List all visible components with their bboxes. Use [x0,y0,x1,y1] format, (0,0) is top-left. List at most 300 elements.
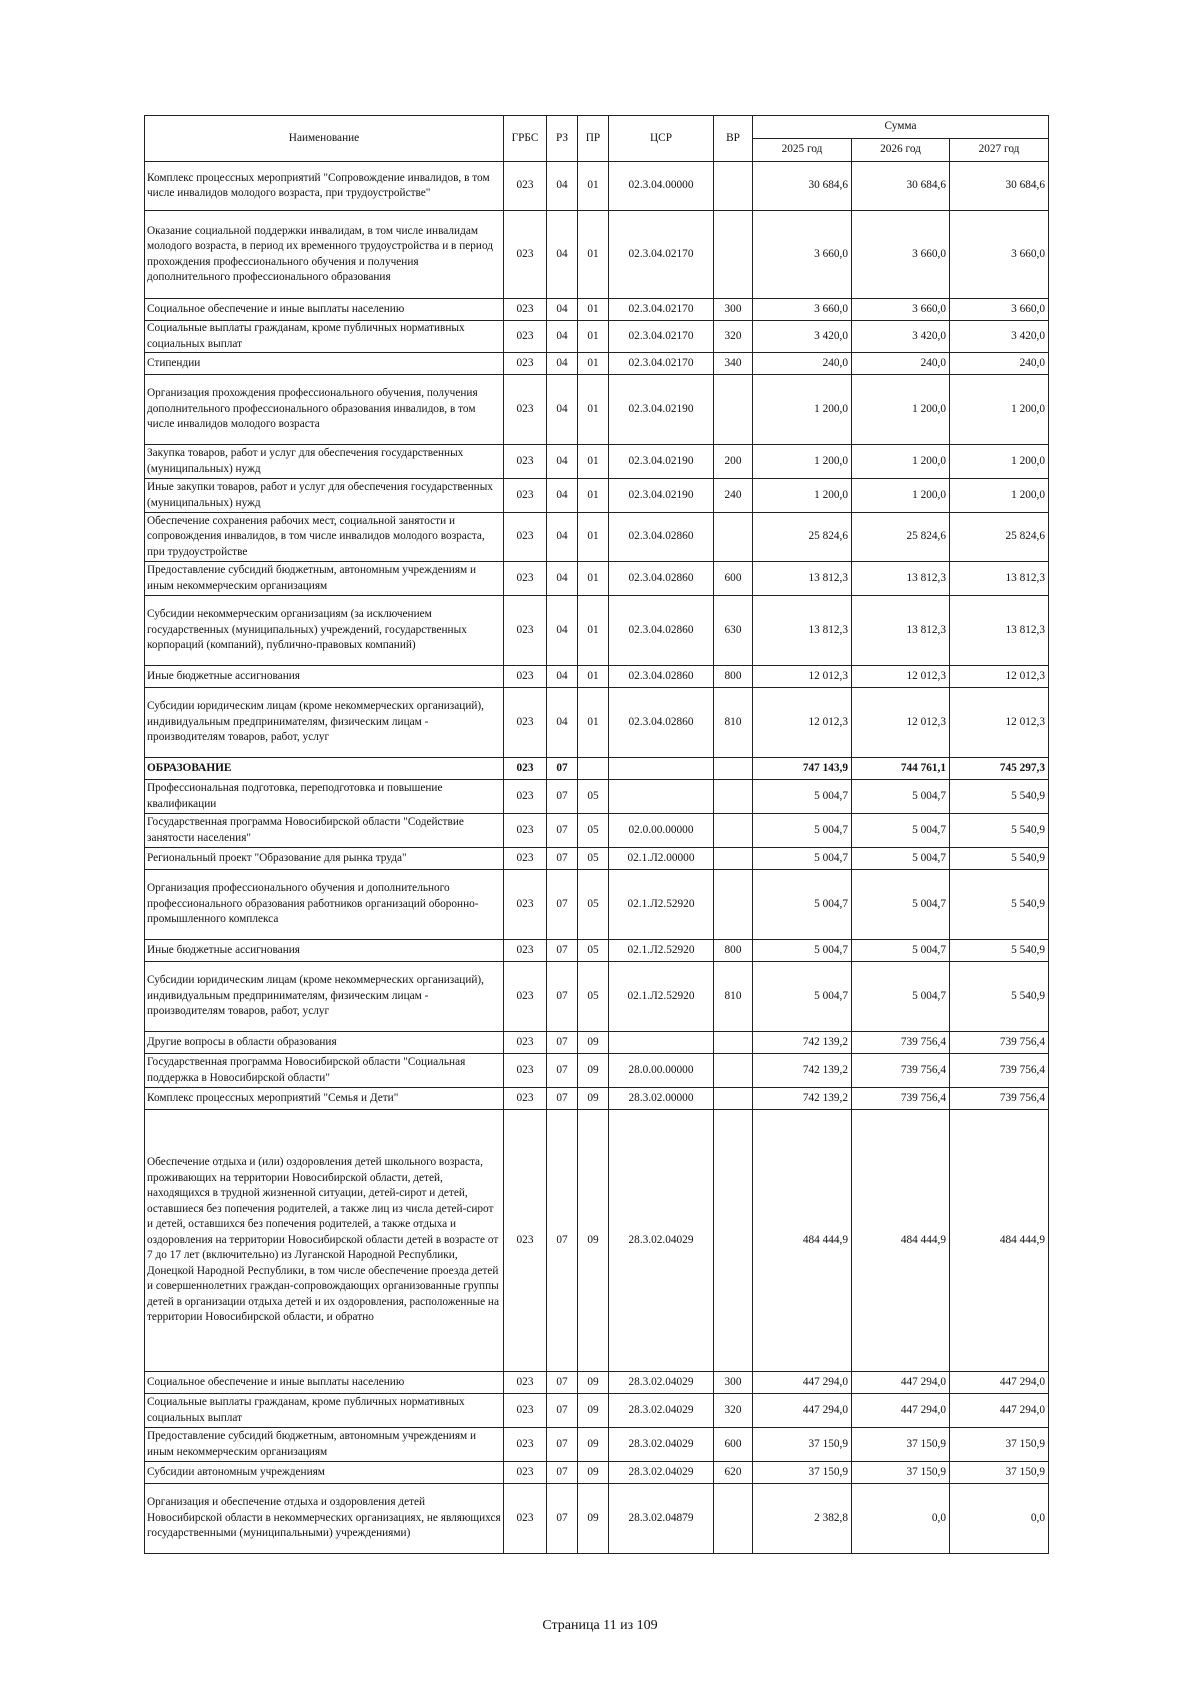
cell-2026: 447 294,0 [852,1394,950,1428]
table-row [145,162,1049,211]
cell-rz: 04 [547,299,578,321]
cell-vr [714,513,753,562]
cell-2027: 25 824,6 [950,513,1049,562]
cell-rz: 07 [547,1372,578,1394]
cell-csr: 28.3.02.04029 [609,1394,714,1428]
cell-pr: 09 [578,1394,609,1428]
table-row [145,962,1049,1032]
cell-2027: 739 756,4 [950,1032,1049,1054]
cell-2025: 484 444,9 [753,1110,852,1372]
cell-grbs: 023 [504,299,547,321]
cell-pr: 09 [578,1032,609,1054]
col-header-2026: 2026 год [852,139,950,162]
cell-2025: 1 200,0 [753,479,852,513]
cell-csr: 28.3.02.04029 [609,1462,714,1484]
cell-grbs: 023 [504,1484,547,1554]
cell-csr: 02.3.04.02170 [609,321,714,353]
cell-2026: 484 444,9 [852,1110,950,1372]
cell-name: Социальные выплаты гражданам, кроме публичных нормативных социальных выплат [145,321,504,353]
cell-pr: 01 [578,321,609,353]
cell-2025: 5 004,7 [753,848,852,870]
cell-vr [714,1110,753,1372]
cell-vr [714,780,753,814]
cell-rz: 04 [547,596,578,666]
cell-csr [609,758,714,780]
cell-csr: 02.3.04.02170 [609,353,714,375]
cell-2025: 12 012,3 [753,688,852,758]
table-row [145,321,1049,353]
col-header-pr: ПР [578,116,609,162]
cell-grbs: 023 [504,962,547,1032]
cell-2026: 0,0 [852,1484,950,1554]
table-row [145,870,1049,940]
cell-2025: 447 294,0 [753,1394,852,1428]
cell-csr: 02.3.04.02860 [609,513,714,562]
cell-rz: 07 [547,1462,578,1484]
cell-2027: 12 012,3 [950,666,1049,688]
cell-2025: 25 824,6 [753,513,852,562]
cell-vr [714,758,753,780]
cell-2025: 3 420,0 [753,321,852,353]
cell-name: Субсидии автономным учреждениям [145,1462,504,1484]
cell-2027: 5 540,9 [950,962,1049,1032]
cell-2026: 5 004,7 [852,848,950,870]
cell-2025: 1 200,0 [753,445,852,479]
cell-2026: 739 756,4 [852,1088,950,1110]
cell-rz: 04 [547,445,578,479]
cell-2026: 30 684,6 [852,162,950,211]
col-header-csr: ЦСР [609,116,714,162]
cell-2025: 742 139,2 [753,1032,852,1054]
cell-csr: 28.3.02.00000 [609,1088,714,1110]
cell-name: Организация и обеспечение отдыха и оздоровления детей Новосибирской области в некоммерческих организациях, не являющихся государственными (муниципальными) учреждениями) [145,1484,504,1554]
cell-vr: 800 [714,666,753,688]
cell-csr: 02.1.Л2.52920 [609,870,714,940]
cell-grbs: 023 [504,162,547,211]
cell-2025: 37 150,9 [753,1462,852,1484]
cell-2026: 3 660,0 [852,299,950,321]
cell-rz: 04 [547,479,578,513]
table-row [145,299,1049,321]
cell-2026: 5 004,7 [852,780,950,814]
col-header-grbs: ГРБС [504,116,547,162]
cell-csr: 28.3.02.04029 [609,1372,714,1394]
cell-rz: 07 [547,1394,578,1428]
cell-name: Иные закупки товаров, работ и услуг для обеспечения государственных (муниципальных) нужд [145,479,504,513]
cell-name: Организация профессионального обучения и дополнительного профессионального образования работников организаций оборонно-промышленного комплекса [145,870,504,940]
cell-pr: 01 [578,688,609,758]
cell-rz: 07 [547,814,578,848]
cell-2026: 5 004,7 [852,814,950,848]
cell-csr: 28.3.02.04029 [609,1428,714,1462]
cell-grbs: 023 [504,1462,547,1484]
cell-name: Обеспечение сохранения рабочих мест, социальной занятости и сопровождения инвалидов, в том числе инвалидов молодого возраста, при трудоустройстве [145,513,504,562]
cell-2025: 742 139,2 [753,1054,852,1088]
cell-2027: 1 200,0 [950,445,1049,479]
cell-csr: 02.3.04.02170 [609,211,714,299]
cell-grbs: 023 [504,814,547,848]
cell-pr: 05 [578,814,609,848]
table-row [145,1428,1049,1462]
cell-csr: 02.3.04.02170 [609,299,714,321]
table-row [145,479,1049,513]
cell-csr: 28.3.02.04879 [609,1484,714,1554]
table-row [145,780,1049,814]
cell-2026: 12 012,3 [852,666,950,688]
cell-name: Социальное обеспечение и иные выплаты населению [145,1372,504,1394]
cell-grbs: 023 [504,940,547,962]
cell-csr: 02.1.Л2.00000 [609,848,714,870]
cell-name: Иные бюджетные ассигнования [145,940,504,962]
cell-grbs: 023 [504,780,547,814]
cell-rz: 07 [547,940,578,962]
cell-vr: 300 [714,299,753,321]
cell-2025: 3 660,0 [753,299,852,321]
cell-rz: 07 [547,780,578,814]
cell-csr [609,1032,714,1054]
table-row [145,940,1049,962]
cell-vr [714,211,753,299]
cell-rz: 07 [547,962,578,1032]
cell-2025: 13 812,3 [753,596,852,666]
cell-2026: 5 004,7 [852,940,950,962]
table-row [145,353,1049,375]
cell-2026: 12 012,3 [852,688,950,758]
cell-2026: 744 761,1 [852,758,950,780]
cell-2027: 447 294,0 [950,1394,1049,1428]
cell-csr: 02.3.04.02860 [609,562,714,596]
cell-pr: 09 [578,1372,609,1394]
cell-csr: 02.1.Л2.52920 [609,940,714,962]
cell-2027: 0,0 [950,1484,1049,1554]
cell-name: Предоставление субсидий бюджетным, автономным учреждениям и иным некоммерческим организациям [145,1428,504,1462]
table-row [145,445,1049,479]
cell-2027: 30 684,6 [950,162,1049,211]
cell-2027: 5 540,9 [950,940,1049,962]
cell-pr [578,758,609,780]
cell-grbs: 023 [504,513,547,562]
cell-2026: 13 812,3 [852,596,950,666]
cell-pr: 01 [578,299,609,321]
cell-2026: 3 660,0 [852,211,950,299]
cell-2025: 5 004,7 [753,962,852,1032]
cell-pr: 05 [578,940,609,962]
cell-rz: 07 [547,1032,578,1054]
cell-csr: 02.3.04.02190 [609,445,714,479]
cell-2027: 13 812,3 [950,562,1049,596]
cell-pr: 01 [578,445,609,479]
cell-grbs: 023 [504,870,547,940]
cell-2026: 739 756,4 [852,1032,950,1054]
cell-name: Государственная программа Новосибирской области "Социальная поддержка в Новосибирской области" [145,1054,504,1088]
cell-name: Субсидии юридическим лицам (кроме некоммерческих организаций), индивидуальным предпринимателям, физическим лицам - производителям товаров, работ, услуг [145,962,504,1032]
cell-vr: 320 [714,1394,753,1428]
cell-csr: 02.1.Л2.52920 [609,962,714,1032]
cell-name: Иные бюджетные ассигнования [145,666,504,688]
cell-csr: 02.3.04.02860 [609,596,714,666]
cell-2027: 739 756,4 [950,1054,1049,1088]
cell-pr: 09 [578,1428,609,1462]
cell-name: Комплекс процессных мероприятий "Сопровождение инвалидов, в том числе инвалидов молодого возраста, при трудоустройстве" [145,162,504,211]
cell-2027: 5 540,9 [950,780,1049,814]
cell-pr: 05 [578,962,609,1032]
cell-2026: 3 420,0 [852,321,950,353]
cell-csr: 02.3.04.00000 [609,162,714,211]
col-header-name: Наименование [145,116,504,162]
cell-name: Региональный проект "Образование для рынка труда" [145,848,504,870]
cell-2025: 240,0 [753,353,852,375]
cell-grbs: 023 [504,375,547,445]
cell-vr [714,870,753,940]
cell-2026: 1 200,0 [852,445,950,479]
cell-name: Комплекс процессных мероприятий "Семья и Дети" [145,1088,504,1110]
cell-pr: 01 [578,162,609,211]
cell-2026: 5 004,7 [852,870,950,940]
cell-2025: 5 004,7 [753,870,852,940]
cell-vr [714,375,753,445]
cell-vr [714,162,753,211]
cell-2027: 3 660,0 [950,211,1049,299]
cell-name: Субсидии юридическим лицам (кроме некоммерческих организаций), индивидуальным предпринимателям, физическим лицам - производителям товаров, работ, услуг [145,688,504,758]
cell-grbs: 023 [504,479,547,513]
cell-name: Профессиональная подготовка, переподготовка и повышение квалификации [145,780,504,814]
cell-pr: 01 [578,375,609,445]
cell-2026: 13 812,3 [852,562,950,596]
cell-vr: 340 [714,353,753,375]
cell-pr: 05 [578,870,609,940]
cell-grbs: 023 [504,1372,547,1394]
col-header-sum: Сумма [753,116,1049,139]
cell-2027: 745 297,3 [950,758,1049,780]
cell-grbs: 023 [504,1110,547,1372]
cell-name: ОБРАЗОВАНИЕ [145,758,504,780]
cell-name: Социальное обеспечение и иные выплаты населению [145,299,504,321]
table-row [145,1088,1049,1110]
cell-name: Предоставление субсидий бюджетным, автономным учреждениям и иным некоммерческим организациям [145,562,504,596]
cell-rz: 04 [547,562,578,596]
cell-grbs: 023 [504,1088,547,1110]
cell-2026: 739 756,4 [852,1054,950,1088]
cell-2025: 1 200,0 [753,375,852,445]
cell-grbs: 023 [504,848,547,870]
cell-pr: 01 [578,513,609,562]
cell-csr: 02.3.04.02860 [609,688,714,758]
table-body [145,162,1049,1554]
cell-2026: 1 200,0 [852,479,950,513]
cell-2026: 5 004,7 [852,962,950,1032]
table-row [145,1484,1049,1554]
cell-csr [609,780,714,814]
cell-2027: 240,0 [950,353,1049,375]
cell-rz: 04 [547,211,578,299]
cell-grbs: 023 [504,1032,547,1054]
cell-2025: 3 660,0 [753,211,852,299]
cell-csr: 02.3.04.02860 [609,666,714,688]
cell-pr: 09 [578,1088,609,1110]
cell-rz: 07 [547,1054,578,1088]
table-row [145,814,1049,848]
cell-rz: 04 [547,321,578,353]
table-row [145,211,1049,299]
page-number: Страница 11 из 109 [542,1618,658,1633]
table-row [145,1372,1049,1394]
cell-2025: 742 139,2 [753,1088,852,1110]
cell-rz: 04 [547,162,578,211]
cell-grbs: 023 [504,211,547,299]
cell-2027: 37 150,9 [950,1428,1049,1462]
cell-rz: 04 [547,513,578,562]
cell-csr: 28.0.00.00000 [609,1054,714,1088]
cell-name: Другие вопросы в области образования [145,1032,504,1054]
cell-grbs: 023 [504,1428,547,1462]
cell-vr: 620 [714,1462,753,1484]
cell-name: Оказание социальной поддержки инвалидам, в том числе инвалидам молодого возраста, в период их временного трудоустройства и в период прохождения профессионального обучения и получения дополнительного профессионального образования [145,211,504,299]
col-header-2025: 2025 год [753,139,852,162]
cell-2026: 447 294,0 [852,1372,950,1394]
cell-rz: 07 [547,1088,578,1110]
table-row [145,1110,1049,1372]
cell-pr: 09 [578,1054,609,1088]
cell-grbs: 023 [504,596,547,666]
cell-pr: 05 [578,848,609,870]
cell-grbs: 023 [504,353,547,375]
table-row [145,1462,1049,1484]
cell-csr: 28.3.02.04029 [609,1110,714,1372]
cell-2027: 447 294,0 [950,1372,1049,1394]
cell-2027: 5 540,9 [950,814,1049,848]
cell-vr [714,848,753,870]
table-row [145,688,1049,758]
table-row [145,562,1049,596]
cell-name: Организация прохождения профессионального обучения, получения дополнительного профессионального образования инвалидов, в том числе инвалидов молодого возраста [145,375,504,445]
cell-2025: 2 382,8 [753,1484,852,1554]
cell-name: Субсидии некоммерческим организациям (за исключением государственных (муниципальных) учреждений, государственных корпораций (компаний), публично-правовых компаний) [145,596,504,666]
table-row [145,1054,1049,1088]
cell-grbs: 023 [504,758,547,780]
table-row [145,758,1049,780]
cell-2026: 37 150,9 [852,1428,950,1462]
cell-vr: 800 [714,940,753,962]
cell-2025: 12 012,3 [753,666,852,688]
cell-vr [714,1054,753,1088]
table-row [145,375,1049,445]
cell-vr [714,814,753,848]
cell-2026: 37 150,9 [852,1462,950,1484]
cell-grbs: 023 [504,321,547,353]
cell-vr: 300 [714,1372,753,1394]
cell-rz: 07 [547,1110,578,1372]
cell-2025: 5 004,7 [753,940,852,962]
cell-vr: 240 [714,479,753,513]
cell-vr: 600 [714,562,753,596]
cell-pr: 01 [578,479,609,513]
cell-vr: 630 [714,596,753,666]
cell-2027: 3 660,0 [950,299,1049,321]
cell-vr [714,1032,753,1054]
cell-csr: 02.3.04.02190 [609,375,714,445]
cell-vr: 810 [714,688,753,758]
cell-2027: 5 540,9 [950,870,1049,940]
cell-pr: 01 [578,666,609,688]
cell-vr: 320 [714,321,753,353]
cell-pr: 09 [578,1484,609,1554]
table-row [145,596,1049,666]
cell-2027: 37 150,9 [950,1462,1049,1484]
cell-csr: 02.0.00.00000 [609,814,714,848]
cell-2027: 1 200,0 [950,375,1049,445]
cell-rz: 07 [547,1484,578,1554]
cell-grbs: 023 [504,445,547,479]
table-row [145,666,1049,688]
table-row [145,1032,1049,1054]
cell-name: Государственная программа Новосибирской области "Содействие занятости населения" [145,814,504,848]
cell-2026: 240,0 [852,353,950,375]
cell-pr: 01 [578,562,609,596]
cell-2026: 1 200,0 [852,375,950,445]
cell-2027: 12 012,3 [950,688,1049,758]
cell-2025: 30 684,6 [753,162,852,211]
cell-2026: 25 824,6 [852,513,950,562]
cell-grbs: 023 [504,1054,547,1088]
cell-vr: 600 [714,1428,753,1462]
cell-2025: 747 143,9 [753,758,852,780]
cell-rz: 07 [547,1428,578,1462]
col-header-vr: ВР [714,116,753,162]
cell-2025: 13 812,3 [753,562,852,596]
cell-vr: 810 [714,962,753,1032]
table-row [145,1394,1049,1428]
table-row [145,513,1049,562]
cell-name: Социальные выплаты гражданам, кроме публичных нормативных социальных выплат [145,1394,504,1428]
budget-table [144,115,1049,1554]
cell-rz: 07 [547,758,578,780]
cell-vr [714,1088,753,1110]
cell-rz: 04 [547,375,578,445]
cell-grbs: 023 [504,688,547,758]
cell-rz: 07 [547,870,578,940]
cell-pr: 05 [578,780,609,814]
cell-name: Стипендии [145,353,504,375]
cell-2027: 484 444,9 [950,1110,1049,1372]
cell-2027: 1 200,0 [950,479,1049,513]
cell-pr: 09 [578,1462,609,1484]
cell-2027: 13 812,3 [950,596,1049,666]
cell-csr: 02.3.04.02190 [609,479,714,513]
cell-grbs: 023 [504,562,547,596]
cell-2027: 3 420,0 [950,321,1049,353]
col-header-2027: 2027 год [950,139,1049,162]
cell-2025: 5 004,7 [753,814,852,848]
cell-2027: 739 756,4 [950,1088,1049,1110]
cell-2025: 447 294,0 [753,1372,852,1394]
cell-pr: 01 [578,353,609,375]
cell-pr: 01 [578,596,609,666]
cell-name: Закупка товаров, работ и услуг для обеспечения государственных (муниципальных) нужд [145,445,504,479]
cell-grbs: 023 [504,666,547,688]
cell-rz: 04 [547,688,578,758]
col-header-rz: РЗ [547,116,578,162]
cell-rz: 07 [547,848,578,870]
cell-grbs: 023 [504,1394,547,1428]
table-row [145,848,1049,870]
cell-rz: 04 [547,353,578,375]
cell-pr: 09 [578,1110,609,1372]
cell-vr [714,1484,753,1554]
cell-2027: 5 540,9 [950,848,1049,870]
cell-name: Обеспечение отдыха и (или) оздоровления детей школьного возраста, проживающих на территории Новосибирской области, детей, находящихся в трудной жизненной ситуации, детей-сирот и детей, оставшиеся без попечения родителей, а также лиц из числа детей-сирот и детей, оставшихся без попечения родителей, а также отдыха и оздоровления на территории Новосибирской области детей в возрасте от 7 до 17 лет (включительно) из Луганской Народной Республики, Донецкой Народной Республики, в том числе обеспечение проезда детей и совершеннолетних граждан-сопровождающих организованные группы детей в организации отдыха детей и их оздоровления, расположенные на территории Новосибирской области, и обратно [145,1110,504,1372]
cell-2025: 37 150,9 [753,1428,852,1462]
cell-vr: 200 [714,445,753,479]
